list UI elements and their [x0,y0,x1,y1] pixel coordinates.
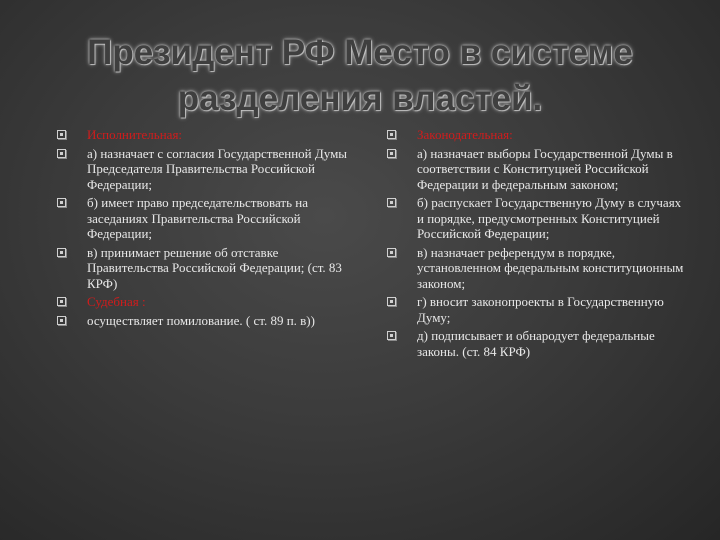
list-item-text: Судебная : [87,294,146,309]
square-bullet-icon [57,316,66,325]
list-item [57,313,357,329]
left-column-list [57,127,357,331]
list-item-text: б) имеет право председательствовать на заседаниях Правительства Российской Федерации; [87,195,308,241]
square-bullet-icon [387,149,396,158]
square-bullet-icon [387,297,396,306]
square-bullet-icon [387,198,396,207]
list-item [57,146,357,193]
slide-title-line-1: Президент РФ Место в системе [87,33,633,72]
list-item-text: в) принимает решение об отставке Правительства Российской Федерации; (ст. 83 КРФ) [87,244,342,291]
list-item-text: г) вносит законопроекты в Государственную Думу; [417,294,664,325]
list-item-text: а) назначает с согласия Государственной Думы Председателя Правительства Российской Федерации; [87,145,348,192]
list-item-executive-heading [57,127,357,143]
slide-title-line-2: разделения властей. [177,79,543,118]
list-item-text: Законодательная: [417,127,513,142]
list-item [387,146,687,193]
list-item-text: а) назначает выборы Государственной Думы в соответствии с Конституцией Российской Федерации и федеральным законом; [417,145,673,192]
list-item-text: б) распускает Государственную Думу в случаях и порядке, предусмотренных Конституцией Российской Федерации; [417,195,682,241]
square-bullet-icon [387,130,396,139]
list-item-text: д) подписывает и обнародует федеральные законы. (ст. 84 КРФ) [417,328,655,359]
square-bullet-icon [387,331,396,340]
square-bullet-icon [57,198,66,207]
list-item [57,245,357,292]
list-item [57,195,357,242]
slide-title [40,30,680,122]
square-bullet-icon [387,248,396,257]
list-item [387,245,687,292]
list-item-judicial-heading [57,294,357,310]
square-bullet-icon [57,149,66,158]
list-item [387,328,687,359]
square-bullet-icon [57,130,66,139]
list-item-legislative-heading [387,127,687,143]
list-item-text: Исполнительная: [87,127,183,142]
list-item-text: в) назначает референдум в порядке, установленном федеральным конституционным законом; [417,244,684,291]
list-item [387,195,687,242]
right-column-list [387,127,687,362]
list-item-text: осуществляет помилование. ( ст. 89 п. в)) [87,312,315,328]
list-item [387,294,687,325]
square-bullet-icon [57,297,66,306]
square-bullet-icon [57,248,66,257]
